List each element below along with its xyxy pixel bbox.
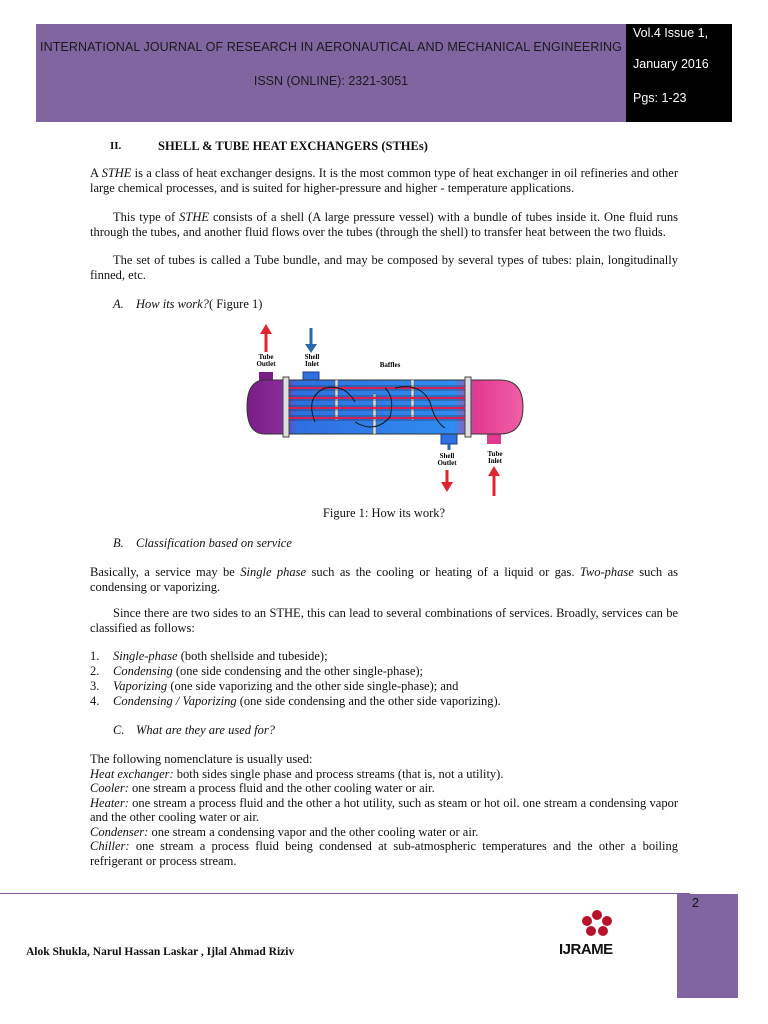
paragraph-tube-bundle: The set of tubes is called a Tube bundle, and may be composed by several types of tubes: plain, longitudinally finned, etc.	[90, 253, 678, 282]
tube-sheet-right	[465, 377, 471, 437]
paragraph-sthe-definition: A STHE is a class of heat exchanger designs. It is the most common type of heat exchanger in oil refineries and other large chemical processes, and is suited for higher-pressure and higher - temperature applications.	[90, 166, 678, 195]
issue-date: January 2016	[633, 57, 709, 71]
list-item: 3. Vaporizing (one side vaporizing and the other side single-phase); and	[90, 679, 459, 693]
nomenclature-intro: The following nomenclature is usually used:	[90, 752, 313, 766]
footer-authors: Alok Shukla, Narul Hassan Laskar , Ijlal Ahmad Riziv	[26, 946, 295, 958]
tube-sheet-left	[283, 377, 289, 437]
subsection-c-heading: C. What are they are used for?	[113, 723, 275, 737]
journal-title: INTERNATIONAL JOURNAL OF RESEARCH IN AERONAUTICAL AND MECHANICAL ENGINEERING	[40, 40, 622, 54]
term-chiller: Chiller: one stream a process fluid being condensed at sub-atmospheric temperatures and the other a boiling refrigerant or process stream.	[90, 839, 678, 868]
volume-issue: Vol.4 Issue 1,	[633, 26, 709, 40]
shell-outlet-down-arrow	[441, 470, 453, 492]
list-item: 2. Condensing (one side condensing and the other single-phase);	[90, 664, 424, 678]
label-baffles: Baffles	[379, 361, 401, 369]
shell-outlet-nozzle	[441, 434, 457, 444]
journal-issn: ISSN (ONLINE): 2321-3051	[253, 74, 409, 88]
tube-inlet-up-arrow	[488, 466, 500, 496]
shell-inlet-arrow	[305, 328, 317, 353]
term-condenser: Condenser: one stream a condensing vapor and the other cooling water or air.	[90, 824, 479, 839]
tube-inlet-nozzle	[487, 434, 501, 444]
paragraph-sthe-structure: This type of STHE consists of a shell (A large pressure vessel) with a bundle of tubes inside it. One fluid runs through the tubes, and another fluid flows over the tubes (through the shell) to transfer heat between the two fluids.	[90, 210, 678, 239]
label-shell-inlet: Shell Inlet	[304, 353, 320, 368]
section-number: II.	[110, 140, 122, 152]
subsection-a-heading: A. How its work?( Figure 1)	[113, 297, 263, 311]
label-tube-outlet: Tube Outlet	[256, 353, 276, 368]
page-range: Pgs: 1-23	[633, 91, 687, 105]
section-title: SHELL & TUBE HEAT EXCHANGERS (STHEs)	[158, 139, 428, 153]
list-item: 4. Condensing / Vaporizing (one side condensing and the other side vaporizing).	[90, 694, 501, 708]
figure-caption: Figure 1: How its work?	[322, 506, 446, 520]
paragraph-service-types: Basically, a service may be Single phase such as the cooling or heating of a liquid or gas. Two-phase such as condensing or vaporizing.	[90, 565, 678, 594]
term-heat-exchanger: Heat exchanger: both sides single phase and process streams (that is, not a utility).	[90, 766, 504, 781]
header-band	[36, 24, 626, 122]
term-heater: Heater: one stream a process fluid and the other a hot utility, such as steam or hot oil. one stream a condensing vapor and the other cooling water or air.	[90, 795, 678, 824]
ijrame-logo-text: IJRAME	[559, 941, 613, 958]
nomenclature-block	[90, 752, 678, 868]
subsection-b-heading: B. Classification based on service	[113, 536, 292, 550]
footer-divider	[0, 893, 690, 894]
tube-outlet-arrow	[260, 324, 272, 352]
page-number: 2	[692, 896, 699, 910]
paragraph-service-combinations: Since there are two sides to an STHE, this can lead to several combinations of services. Broadly, services can be classified as follows:	[90, 606, 678, 635]
term-cooler: Cooler: one stream a process fluid and the other cooling water or air.	[90, 781, 435, 795]
ijrame-logo-icon	[577, 907, 617, 941]
label-tube-inlet: Tube Inlet	[487, 450, 503, 465]
heat-exchanger-figure	[245, 322, 525, 498]
label-shell-outlet: Shell Outlet	[437, 452, 457, 467]
list-item: 1. Single-phase (both shellside and tubeside);	[90, 649, 328, 663]
footer-page-box	[677, 894, 738, 998]
